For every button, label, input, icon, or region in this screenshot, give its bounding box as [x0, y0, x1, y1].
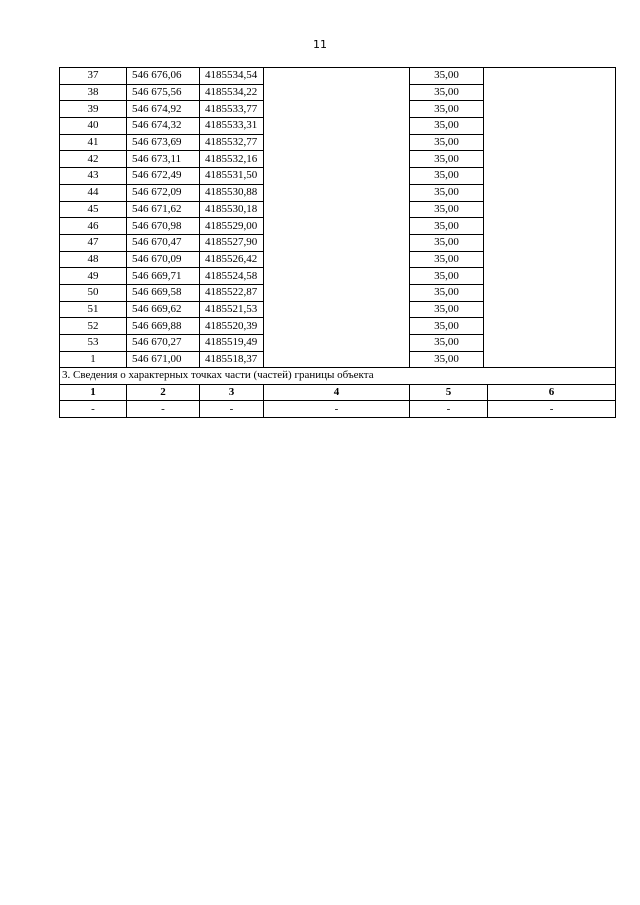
column-header: 5 [410, 384, 488, 401]
y-coordinate-cell: 4185522,87 [200, 284, 264, 301]
section-title: 3. Сведения о характерных точках части (частей) границы объекта [60, 368, 616, 385]
y-coordinate-cell: 4185518,37 [200, 351, 264, 368]
y-coordinate-cell: 4185532,16 [200, 151, 264, 168]
point-number-cell: 49 [60, 268, 127, 285]
table-row [60, 68, 616, 85]
precision-cell: 35,00 [410, 284, 484, 301]
y-coordinate-cell: 4185526,42 [200, 251, 264, 268]
point-number-cell: 38 [60, 84, 127, 101]
y-coordinate-cell: 4185529,00 [200, 218, 264, 235]
precision-cell: 35,00 [410, 151, 484, 168]
x-coordinate-cell: 546 673,69 [127, 134, 200, 151]
column-header-row [60, 384, 616, 401]
y-coordinate-cell: 4185530,18 [200, 201, 264, 218]
method-cell [264, 68, 410, 368]
precision-cell: 35,00 [410, 218, 484, 235]
y-coordinate-cell: 4185519,49 [200, 335, 264, 352]
precision-cell: 35,00 [410, 318, 484, 335]
empty-cell: - [127, 401, 200, 418]
parts-points-table [59, 367, 616, 418]
empty-cell: - [60, 401, 127, 418]
precision-cell: 35,00 [410, 335, 484, 352]
precision-cell: 35,00 [410, 134, 484, 151]
x-coordinate-cell: 546 669,62 [127, 301, 200, 318]
precision-cell: 35,00 [410, 184, 484, 201]
y-coordinate-cell: 4185533,77 [200, 101, 264, 118]
y-coordinate-cell: 4185531,50 [200, 168, 264, 185]
point-number-cell: 39 [60, 101, 127, 118]
column-header: 6 [488, 384, 616, 401]
empty-cell: - [200, 401, 264, 418]
point-number-cell: 37 [60, 68, 127, 85]
empty-cell: - [488, 401, 616, 418]
boundary-points-table [59, 67, 616, 368]
x-coordinate-cell: 546 672,49 [127, 168, 200, 185]
point-number-cell: 50 [60, 284, 127, 301]
x-coordinate-cell: 546 670,98 [127, 218, 200, 235]
precision-cell: 35,00 [410, 101, 484, 118]
column-header: 2 [127, 384, 200, 401]
y-coordinate-cell: 4185534,54 [200, 68, 264, 85]
y-coordinate-cell: 4185530,88 [200, 184, 264, 201]
page-number: 11 [313, 38, 327, 51]
point-number-cell: 53 [60, 335, 127, 352]
point-number-cell: 43 [60, 168, 127, 185]
x-coordinate-cell: 546 672,09 [127, 184, 200, 201]
x-coordinate-cell: 546 670,27 [127, 335, 200, 352]
y-coordinate-cell: 4185533,31 [200, 118, 264, 135]
y-coordinate-cell: 4185534,22 [200, 84, 264, 101]
point-number-cell: 46 [60, 218, 127, 235]
point-number-cell: 51 [60, 301, 127, 318]
x-coordinate-cell: 546 670,47 [127, 234, 200, 251]
precision-cell: 35,00 [410, 234, 484, 251]
description-cell [484, 68, 616, 368]
precision-cell: 35,00 [410, 118, 484, 135]
precision-cell: 35,00 [410, 251, 484, 268]
x-coordinate-cell: 546 673,11 [127, 151, 200, 168]
y-coordinate-cell: 4185521,53 [200, 301, 264, 318]
point-number-cell: 44 [60, 184, 127, 201]
precision-cell: 35,00 [410, 201, 484, 218]
precision-cell: 35,00 [410, 168, 484, 185]
column-header: 3 [200, 384, 264, 401]
x-coordinate-cell: 546 669,88 [127, 318, 200, 335]
x-coordinate-cell: 546 670,09 [127, 251, 200, 268]
empty-cell: - [264, 401, 410, 418]
x-coordinate-cell: 546 676,06 [127, 68, 200, 85]
point-number-cell: 1 [60, 351, 127, 368]
point-number-cell: 40 [60, 118, 127, 135]
precision-cell: 35,00 [410, 351, 484, 368]
point-number-cell: 52 [60, 318, 127, 335]
precision-cell: 35,00 [410, 268, 484, 285]
x-coordinate-cell: 546 674,32 [127, 118, 200, 135]
point-number-cell: 41 [60, 134, 127, 151]
x-coordinate-cell: 546 674,92 [127, 101, 200, 118]
column-header: 4 [264, 384, 410, 401]
x-coordinate-cell: 546 669,71 [127, 268, 200, 285]
point-number-cell: 48 [60, 251, 127, 268]
point-number-cell: 42 [60, 151, 127, 168]
empty-cell: - [410, 401, 488, 418]
x-coordinate-cell: 546 671,00 [127, 351, 200, 368]
precision-cell: 35,00 [410, 68, 484, 85]
y-coordinate-cell: 4185527,90 [200, 234, 264, 251]
point-number-cell: 47 [60, 234, 127, 251]
x-coordinate-cell: 546 669,58 [127, 284, 200, 301]
precision-cell: 35,00 [410, 84, 484, 101]
y-coordinate-cell: 4185520,39 [200, 318, 264, 335]
column-header: 1 [60, 384, 127, 401]
point-number-cell: 45 [60, 201, 127, 218]
y-coordinate-cell: 4185524,58 [200, 268, 264, 285]
x-coordinate-cell: 546 671,62 [127, 201, 200, 218]
table-row [60, 401, 616, 418]
precision-cell: 35,00 [410, 301, 484, 318]
y-coordinate-cell: 4185532,77 [200, 134, 264, 151]
x-coordinate-cell: 546 675,56 [127, 84, 200, 101]
